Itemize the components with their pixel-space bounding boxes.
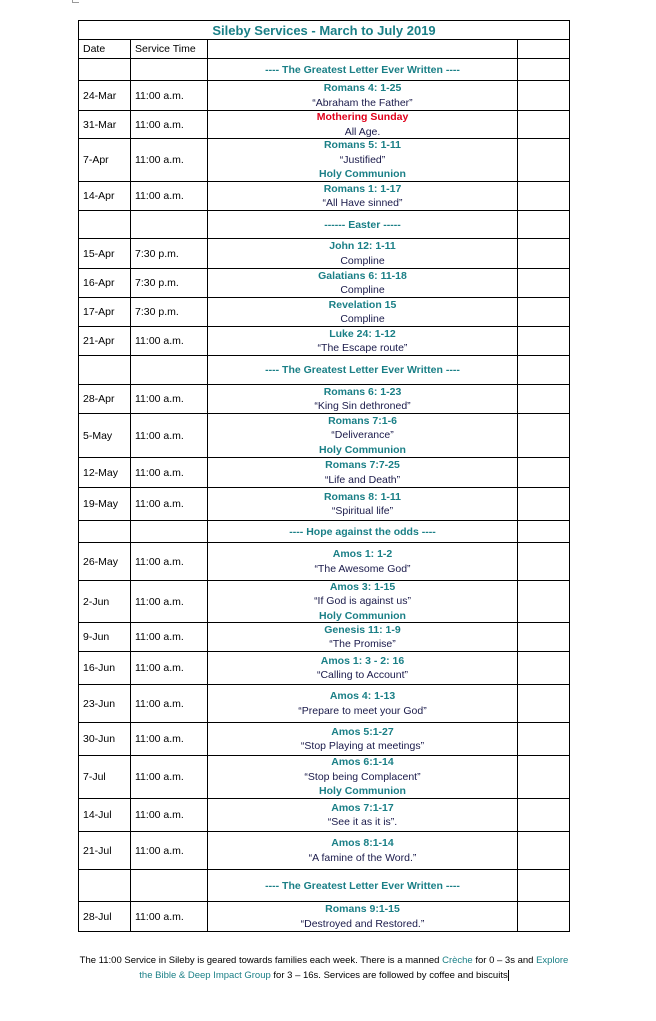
header-details: [208, 40, 518, 59]
service-details: [208, 581, 518, 623]
service-date: 16-Jun: [79, 652, 131, 685]
sermon-theme: “The Promise”: [329, 638, 396, 650]
sermon-theme: “Abraham the Father”: [312, 96, 413, 109]
service-extra-cell: [518, 269, 570, 298]
service-time: 11:00 a.m.: [131, 685, 208, 723]
service-extra-cell: [518, 902, 570, 932]
service-time: 11:00 a.m.: [131, 652, 208, 685]
service-row: [79, 623, 570, 652]
section-heading: ---- The Greatest Letter Ever Written ----: [208, 870, 518, 902]
service-time: 11:00 a.m.: [131, 543, 208, 581]
service-time: 11:00 a.m.: [131, 723, 208, 756]
service-extra-cell: [518, 652, 570, 685]
scripture-reference: Amos 4: 1-13: [329, 690, 396, 702]
sermon-theme: “Life and Death”: [324, 473, 401, 486]
section-time-cell: [131, 870, 208, 902]
service-row: [79, 269, 570, 298]
service-date: 31-Mar: [79, 111, 131, 139]
scripture-reference: Luke 24: 1-12: [329, 327, 396, 340]
service-time: 11:00 a.m.: [131, 623, 208, 652]
sermon-theme: “Stop being Complacent”: [304, 770, 421, 783]
service-time: 11:00 a.m.: [131, 458, 208, 488]
service-row: [79, 414, 570, 458]
service-date: 7-Jul: [79, 756, 131, 799]
section-row: [79, 521, 570, 543]
table-title: Sileby Services - March to July 2019: [79, 21, 570, 40]
service-extra-cell: [518, 543, 570, 581]
service-details: [208, 327, 518, 356]
service-row: [79, 458, 570, 488]
service-details: [208, 298, 518, 327]
scripture-reference: Romans 4: 1-25: [323, 82, 402, 94]
sermon-theme: “Deliverance”: [331, 429, 394, 442]
scripture-reference: Amos 1: 3 - 2: 16: [320, 654, 405, 667]
scripture-reference: Genesis 11: 1-9: [324, 623, 401, 636]
service-date: 28-Jul: [79, 902, 131, 932]
service-date: 2-Jun: [79, 581, 131, 623]
service-time: 11:00 a.m.: [131, 488, 208, 521]
scripture-reference: John 12: 1-11: [329, 240, 396, 252]
section-heading: ------ Easter -----: [208, 211, 518, 239]
service-extra-cell: [518, 488, 570, 521]
sermon-theme: “Justified”: [339, 153, 386, 166]
service-details: [208, 723, 518, 756]
sermon-theme: “Destroyed and Restored.”: [300, 917, 425, 930]
service-row: [79, 81, 570, 111]
header-service-time: Service Time: [131, 40, 208, 59]
service-time: 7:30 p.m.: [131, 239, 208, 269]
service-date: 26-May: [79, 543, 131, 581]
scripture-reference: Amos 6:1-14: [331, 756, 394, 769]
service-details: [208, 458, 518, 488]
service-date: 15-Apr: [79, 239, 131, 269]
section-extra-cell: [518, 211, 570, 239]
service-time: 11:00 a.m.: [131, 385, 208, 414]
scripture-reference: Romans 9:1-15: [325, 903, 400, 915]
service-details: [208, 685, 518, 723]
service-time: 7:30 p.m.: [131, 298, 208, 327]
service-details: [208, 799, 518, 832]
service-time: 11:00 a.m.: [131, 139, 208, 182]
service-details: [208, 756, 518, 799]
service-date: 19-May: [79, 488, 131, 521]
service-row: [79, 327, 570, 356]
footer-note: [74, 953, 574, 983]
service-row: [79, 799, 570, 832]
service-details: [208, 488, 518, 521]
service-details: [208, 182, 518, 211]
section-date-cell: [79, 211, 131, 239]
service-extra-cell: [518, 581, 570, 623]
service-details: [208, 652, 518, 685]
service-date: 30-Jun: [79, 723, 131, 756]
service-details: [208, 81, 518, 111]
section-extra-cell: [518, 59, 570, 81]
section-time-cell: [131, 356, 208, 385]
sermon-theme: “Prepare to meet your God”: [298, 704, 427, 717]
scripture-reference: Amos 5:1-27: [331, 725, 394, 738]
service-time: 11:00 a.m.: [131, 111, 208, 139]
service-details: [208, 269, 518, 298]
section-heading: ---- The Greatest Letter Ever Written ----: [208, 356, 518, 385]
sermon-theme: “See it as it is”.: [327, 816, 398, 828]
section-date-cell: [79, 521, 131, 543]
service-row: [79, 832, 570, 870]
section-heading: ---- The Greatest Letter Ever Written ----: [208, 59, 518, 81]
service-row: [79, 488, 570, 521]
service-row: [79, 685, 570, 723]
sermon-theme: “A famine of the Word.”: [308, 851, 417, 864]
service-date: 7-Apr: [79, 139, 131, 182]
section-time-cell: [131, 211, 208, 239]
service-row: [79, 139, 570, 182]
page-corner-mark: [72, 0, 79, 3]
scripture-reference: Romans 8: 1-11: [323, 490, 402, 503]
section-date-cell: [79, 870, 131, 902]
section-row: [79, 870, 570, 902]
service-date: 9-Jun: [79, 623, 131, 652]
service-row: [79, 756, 570, 799]
service-extra-cell: [518, 723, 570, 756]
service-date: 24-Mar: [79, 81, 131, 111]
service-row: [79, 111, 570, 139]
service-row: [79, 723, 570, 756]
section-extra-cell: [518, 521, 570, 543]
sermon-theme: “If God is against us”: [314, 595, 411, 608]
services-table: [78, 20, 570, 932]
service-row: [79, 239, 570, 269]
scripture-reference: Amos 1: 1-2: [332, 548, 393, 560]
service-extra-cell: [518, 81, 570, 111]
section-row: [79, 59, 570, 81]
service-date: 21-Apr: [79, 327, 131, 356]
service-time: 11:00 a.m.: [131, 756, 208, 799]
service-date: 12-May: [79, 458, 131, 488]
service-details: [208, 623, 518, 652]
service-row: [79, 581, 570, 623]
service-date: 16-Apr: [79, 269, 131, 298]
service-details: [208, 239, 518, 269]
sermon-theme: “All Have sinned”: [322, 197, 403, 209]
service-extra-cell: [518, 623, 570, 652]
footer-text-2: for 0 – 3s and: [472, 955, 537, 966]
service-extra-cell: [518, 458, 570, 488]
sermon-theme: “King Sin dethroned”: [314, 400, 411, 412]
section-date-cell: [79, 59, 131, 81]
service-row: [79, 298, 570, 327]
scripture-reference: Romans 7:1-6: [328, 414, 397, 427]
sermon-theme: All Age.: [344, 125, 381, 138]
section-row: [79, 211, 570, 239]
sermon-theme: “Calling to Account”: [316, 669, 409, 681]
service-details: [208, 543, 518, 581]
service-date: 14-Jul: [79, 799, 131, 832]
header-extra: [518, 40, 570, 59]
header-date: Date: [79, 40, 131, 59]
service-extra-cell: [518, 832, 570, 870]
service-time: 11:00 a.m.: [131, 414, 208, 458]
footer-text-3: for 3 – 16s. Services are followed by coffee and biscuits: [270, 970, 508, 981]
section-time-cell: [131, 521, 208, 543]
service-date: 5-May: [79, 414, 131, 458]
service-extra-cell: [518, 799, 570, 832]
service-time: 11:00 a.m.: [131, 581, 208, 623]
scripture-reference: Romans 6: 1-23: [323, 385, 402, 398]
scripture-reference: Amos 3: 1-15: [329, 580, 396, 593]
service-time: 11:00 a.m.: [131, 799, 208, 832]
footer-text-1: The 11:00 Service in Sileby is geared towards families each week. There is a manned: [79, 955, 443, 966]
sermon-theme: Compline: [340, 313, 385, 325]
service-extra-cell: [518, 182, 570, 211]
service-extra-cell: [518, 111, 570, 139]
sermon-theme: “Spiritual life”: [331, 505, 394, 517]
text-cursor: [508, 970, 509, 981]
service-date: 23-Jun: [79, 685, 131, 723]
service-time: 11:00 a.m.: [131, 832, 208, 870]
service-row: [79, 182, 570, 211]
holy-communion-label: Holy Communion: [319, 443, 406, 456]
service-time: 11:00 a.m.: [131, 81, 208, 111]
service-details: [208, 902, 518, 932]
section-date-cell: [79, 356, 131, 385]
service-extra-cell: [518, 139, 570, 182]
scripture-reference: Romans 7:7-25: [325, 459, 400, 471]
section-extra-cell: [518, 356, 570, 385]
scripture-reference: Galatians 6: 11-18: [318, 269, 407, 282]
service-row: [79, 902, 570, 932]
section-heading: ---- Hope against the odds ----: [208, 521, 518, 543]
service-date: 17-Apr: [79, 298, 131, 327]
service-extra-cell: [518, 327, 570, 356]
service-extra-cell: [518, 414, 570, 458]
service-time: 11:00 a.m.: [131, 182, 208, 211]
scripture-reference: Amos 7:1-17: [331, 801, 394, 814]
service-details: [208, 111, 518, 139]
scripture-reference: Romans 1: 1-17: [323, 182, 402, 195]
sermon-theme: Compline: [340, 254, 385, 267]
service-extra-cell: [518, 298, 570, 327]
scripture-reference: Revelation 15: [328, 298, 397, 311]
service-extra-cell: [518, 685, 570, 723]
service-time: 7:30 p.m.: [131, 269, 208, 298]
scripture-reference: Romans 5: 1-11: [323, 139, 402, 152]
special-service-label: Mothering Sunday: [316, 111, 409, 123]
service-extra-cell: [518, 385, 570, 414]
footer-creche: Crèche: [442, 955, 473, 966]
section-extra-cell: [518, 870, 570, 902]
service-row: [79, 385, 570, 414]
sermon-theme: “The Escape route”: [317, 342, 408, 354]
service-time: 11:00 a.m.: [131, 902, 208, 932]
service-details: [208, 385, 518, 414]
footer-explore-group: Explore the Bible & Deep Impact Group: [139, 955, 569, 981]
service-extra-cell: [518, 239, 570, 269]
service-time: 11:00 a.m.: [131, 327, 208, 356]
service-date: 21-Jul: [79, 832, 131, 870]
sermon-theme: “The Awesome God”: [314, 562, 411, 575]
service-date: 28-Apr: [79, 385, 131, 414]
section-row: [79, 356, 570, 385]
service-row: [79, 652, 570, 685]
service-details: [208, 832, 518, 870]
section-time-cell: [131, 59, 208, 81]
sermon-theme: “Stop Playing at meetings”: [300, 740, 425, 752]
scripture-reference: Amos 8:1-14: [331, 837, 394, 849]
holy-communion-label: Holy Communion: [319, 609, 406, 622]
holy-communion-label: Holy Communion: [319, 168, 406, 181]
service-date: 14-Apr: [79, 182, 131, 211]
service-details: [208, 414, 518, 458]
service-extra-cell: [518, 756, 570, 799]
holy-communion-label: Holy Communion: [319, 785, 406, 798]
service-row: [79, 543, 570, 581]
service-details: [208, 139, 518, 182]
sermon-theme: Compline: [340, 284, 385, 296]
